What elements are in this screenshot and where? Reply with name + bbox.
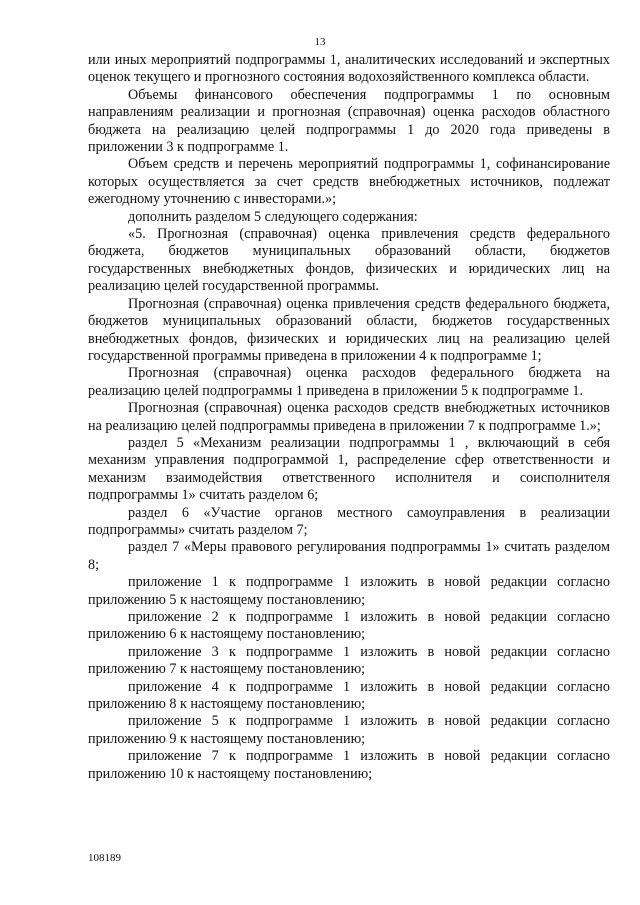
paragraph-8: Прогнозная (справочная) оценка расходов средств внебюджетных источников на реализацию целей подпрограммы приведена в приложении 7 к подпрограмме 1.»;	[88, 400, 610, 434]
paragraph-16: приложение 5 к подпрограмме 1 изложить в новой редакции согласно приложению 9 к настоящему постановлению;	[88, 713, 610, 747]
paragraph-14: приложение 3 к подпрограмме 1 изложить в новой редакции согласно приложению 7 к настоящему постановлению;	[88, 643, 610, 678]
paragraph-13: приложение 2 к подпрограмме 1 изложить в новой редакции согласно приложению 6 к настоящему постановлению;	[88, 609, 610, 643]
document-body	[88, 52, 610, 783]
paragraph-17: приложение 7 к подпрограмме 1 изложить в новой редакции согласно приложению 10 к настоящему постановлению;	[88, 748, 610, 782]
paragraph-12: приложение 1 к подпрограмме 1 изложить в новой редакции согласно приложению 5 к настоящему постановлению;	[88, 574, 610, 608]
paragraph-5: «5. Прогнозная (справочная) оценка привлечения средств федерального бюджета, бюджетов муниципальных образований области, бюджетов государственных внебюджетных фондов, физических и юридических лиц на реализацию целей государственной программы.	[88, 226, 610, 295]
paragraph-4: дополнить разделом 5 следующего содержания:	[128, 208, 418, 225]
paragraph-11: раздел 7 «Меры правового регулирования подпрограммы 1» считать разделом 8;	[88, 539, 610, 573]
paragraph-2: Объемы финансового обеспечения подпрограммы 1 по основным направлениям реализации и прогнозная (справочная) оценка расходов областного бюджета на реализацию целей подпрограммы 1 до 2020 года приведены в приложении 3 к подпрограмме 1.	[88, 86, 610, 156]
document-code: 108189	[88, 852, 121, 864]
paragraph-7: Прогнозная (справочная) оценка расходов федерального бюджета на реализацию целей подпрограммы 1 приведена в приложении 5 к подпрограмме 1.	[88, 365, 610, 399]
page-number: 13	[314, 36, 326, 48]
paragraph-9: раздел 5 «Механизм реализации подпрограммы 1 , включающий в себя механизм управления подпрограммой 1, распределение сфер ответственности и механизм взаимодействия ответственного исполнителя и соисполнителя подпрограммы 1» считать разделом 6;	[88, 434, 610, 504]
paragraph-1: или иных мероприятий подпрограммы 1, аналитических исследований и экспертных оценок текущего и прогнозного состояния водохозяйственного комплекса области.	[88, 52, 610, 86]
paragraph-15: приложение 4 к подпрограмме 1 изложить в новой редакции согласно приложению 8 к настоящему постановлению;	[88, 678, 610, 713]
paragraph-10: раздел 6 «Участие органов местного самоуправления в реализации подпрограммы» считать разделом 7;	[88, 504, 610, 538]
paragraph-3: Объем средств и перечень мероприятий подпрограммы 1, софинансирование которых осуществляется за счет средств внебюджетных источников, подлежат ежегодному уточнению с инвесторами.»;	[88, 156, 610, 208]
paragraph-6: Прогнозная (справочная) оценка привлечения средств федерального бюджета, бюджетов муниципальных образований области, бюджетов государственных внебюджетных фондов, физических и юридических лиц на реализацию целей государственной программы приведена в приложении 4 к подпрограмме 1;	[88, 295, 610, 364]
